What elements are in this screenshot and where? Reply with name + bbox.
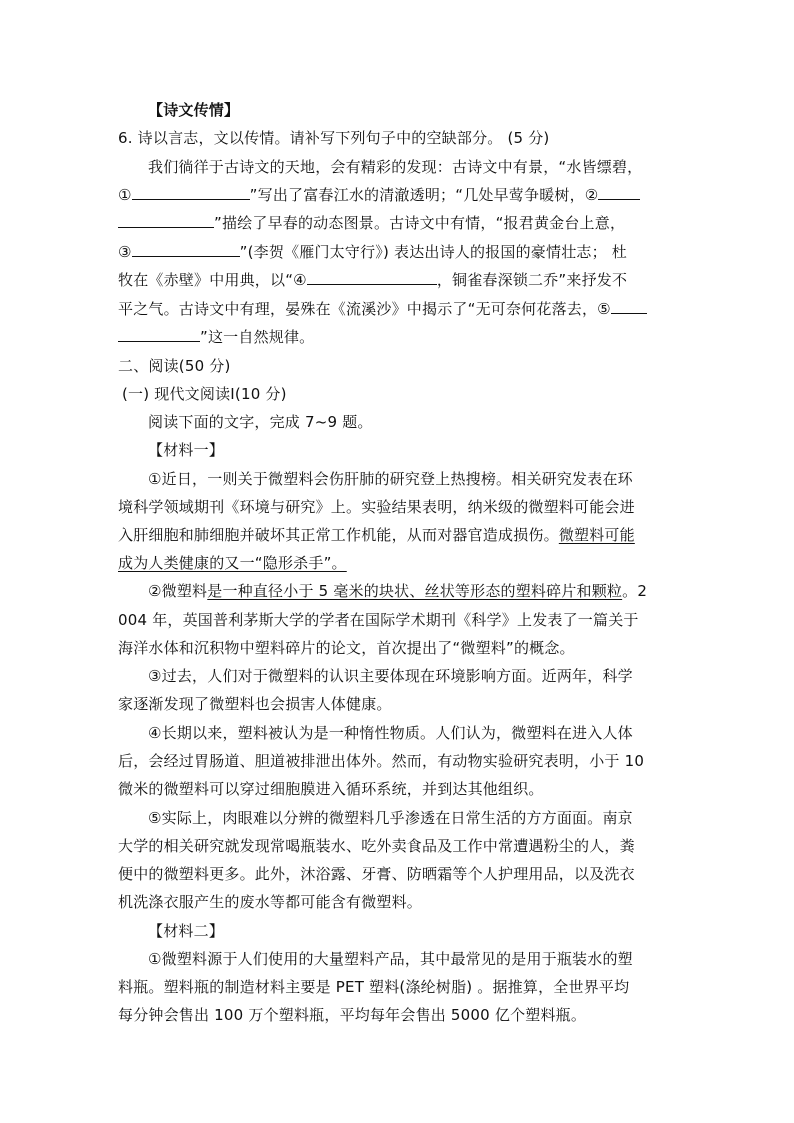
- paragraph-line: [118, 240, 627, 264]
- paragraph-line: 机洗涤衣服产生的废水等都可能含有微塑料。: [118, 893, 423, 911]
- blank-marker: ①: [118, 186, 132, 204]
- text-segment: ”描绘了早春的动态图景。古诗文中有情，“报君黄金台上意，: [214, 214, 626, 232]
- question-6-title: 6. 诗以言志，文以传情。请补写下列句子中的空缺部分。 (5 分): [118, 129, 550, 147]
- material-2-label: 【材料二】: [148, 922, 225, 940]
- paragraph-line: ④长期以来，塑料被认为是一种惰性物质。人们认为，微塑料在进入人体: [148, 724, 633, 742]
- answer-blank-5[interactable]: [611, 299, 647, 314]
- section-title-reading: 二、阅读(50 分): [118, 357, 231, 375]
- text-segment: 平之气。古诗文中有理，晏殊在《流溪沙》中揭示了“无可奈何花落去，⑤: [118, 300, 611, 318]
- text-segment: ②微塑料: [148, 582, 208, 600]
- instruction-text: 阅读下面的文字，完成 7~9 题。: [148, 413, 373, 431]
- text-segment: ”(李贺《雁门太守行》) 表达出诗人的报国的豪情壮志； 杜: [239, 243, 627, 261]
- paragraph-line: 我们徜徉于古诗文的天地，会有精彩的发现：古诗文中有景，“水皆缥碧，: [148, 158, 643, 176]
- paragraph-line: 便中的微塑料更多。此外，沐浴露、牙膏、防晒霜等个人护理用品，以及洗衣: [118, 865, 635, 883]
- paragraph-line: [148, 579, 647, 603]
- paragraph-line: [118, 183, 640, 207]
- answer-blank-2-cont[interactable]: [118, 213, 214, 228]
- answer-blank-2[interactable]: [598, 185, 640, 200]
- paragraph-line: ①近日，一则关于微塑料会伤肝肺的研究登上热搜榜。相关研究发表在环: [148, 470, 633, 488]
- paragraph-line: [118, 297, 647, 321]
- text-segment: 入肝细胞和肺细胞并破坏其正常工作机能，从而对器官造成损伤。: [118, 526, 559, 544]
- subsection-title: (一) 现代文阅读Ⅰ(10 分): [122, 385, 287, 403]
- text-segment: ”写出了富春江水的清澈透明；“几处早莺争暖树，②: [249, 186, 599, 204]
- paragraph-line: 每分钟会售出 100 万个塑料瓶，平均每年会售出 5000 亿个塑料瓶。: [118, 1006, 587, 1024]
- answer-blank-3[interactable]: [132, 242, 240, 257]
- paragraph-line: 微米的微塑料可以穿过细胞膜进入循环系统，并到达其他组织。: [118, 780, 544, 798]
- paragraph-line: ③过去，人们对于微塑料的认识主要体现在环境影响方面。近两年，科学: [148, 667, 633, 685]
- text-segment: ，铜雀春深锁二乔”来抒发不: [436, 271, 628, 289]
- paragraph-line: 料瓶。塑料瓶的制造材料主要是 PET 塑料(涤纶树脂) 。据推算，全世界平均: [118, 978, 630, 996]
- answer-blank-5-cont[interactable]: [118, 327, 200, 342]
- paragraph-line: 家逐渐发现了微塑料也会损害人体健康。: [118, 695, 392, 713]
- section-heading-poetry: 【诗文传情】: [148, 101, 240, 119]
- paragraph-line: [118, 523, 635, 547]
- material-1-label: 【材料一】: [148, 441, 225, 459]
- paragraph-line: 境科学领域期刊《环境与研究》上。实验结果表明，纳米级的微塑料可能会进: [118, 498, 635, 516]
- paragraph-line: 海洋水体和沉积物中塑料碎片的论文，首次提出了“微塑料”的概念。: [118, 639, 575, 657]
- blank-marker: ③: [118, 243, 132, 261]
- text-segment: ”这一自然规律。: [200, 328, 315, 346]
- paragraph-line: 004 年，英国普利茅斯大学的学者在国际学术期刊《科学》上发表了一篇关于: [118, 611, 639, 629]
- paragraph-line: ⑤实际上，肉眼难以分辨的微塑料几乎渗透在日常生活的方方面面。南京: [148, 809, 633, 827]
- paragraph-line: 大学的相关研究就发现常喝瓶装水、吃外卖食品及工作中常遭遇粉尘的人，粪: [118, 837, 635, 855]
- underlined-text: 是一种直径小于 5 毫米的块状、丝状等形态的塑料碎片和颗粒: [207, 582, 623, 600]
- paragraph-line: [118, 211, 625, 235]
- paragraph-line: [118, 268, 627, 292]
- text-segment: 。2: [622, 582, 648, 600]
- answer-blank-4[interactable]: [307, 270, 437, 285]
- paragraph-line: 后，会经过胃肠道、胆道被排泄出体外。然而，有动物实验研究表明，小于 10: [118, 752, 645, 770]
- answer-blank-1[interactable]: [132, 185, 250, 200]
- paragraph-line: [118, 325, 314, 349]
- underlined-text: 成为人类健康的又一“隐形杀手”。: [118, 554, 347, 572]
- text-segment: 牧在《赤壁》中用典，以“④: [118, 271, 307, 289]
- underlined-text: 微塑料可能: [558, 526, 635, 544]
- paragraph-line: ①微塑料源于人们使用的大量塑料产品，其中最常见的是用于瓶装水的塑: [148, 950, 633, 968]
